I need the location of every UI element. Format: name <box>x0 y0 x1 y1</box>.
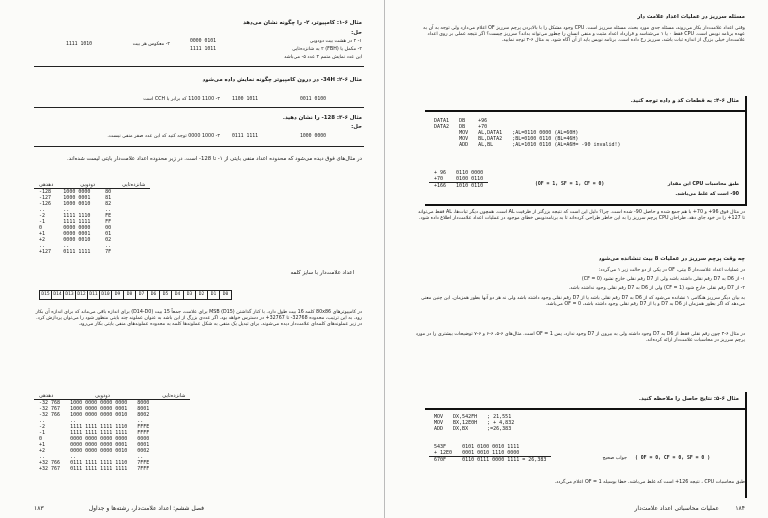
addend-hex: + 12E0 <box>429 450 457 457</box>
code-op: ADD <box>434 426 444 432</box>
example-6-1-line1: ۱- ۲ در هشت بیت دودویی <box>309 39 362 44</box>
table-row <box>429 176 488 183</box>
bit-cell: D1 <box>207 290 220 300</box>
cell-decimal: .. <box>39 243 46 249</box>
cell-decimal: -32 767 <box>39 406 61 412</box>
cell-hex: 8002 <box>137 412 150 418</box>
table-row <box>429 142 626 148</box>
cell-decimal: 0 <box>39 436 43 442</box>
example-6-4-title: مثال ۶-۴: به قطعات کد و داده توجه کنید. <box>630 98 739 104</box>
divider <box>34 66 364 67</box>
cell-hex: FF <box>105 219 112 225</box>
code-operand: BL,DATA2 <box>478 136 503 142</box>
bit-cell: D4 <box>171 290 184 300</box>
cell-binary: 0000 0010 <box>63 237 91 243</box>
cell-hex: 7FFE <box>137 460 150 466</box>
divider <box>34 146 364 147</box>
addend-decimal: + 96 <box>434 170 447 176</box>
code-block-6-4 <box>429 118 626 148</box>
example-6-1-line3: این عدد نمایش متمم ۲ عدد ۵- می‌باشد <box>284 55 362 60</box>
cell-decimal: -1 <box>39 430 46 436</box>
cell-binary: 0000 0001 <box>63 231 91 237</box>
addend-hex: 543F <box>434 444 447 450</box>
code-comment: ; + 4,832 <box>487 420 515 426</box>
example-6-1-line2: ۲- مکمل یا (FBH) ۲ به شانزده‌تایی <box>291 47 362 52</box>
bit-cell: D14 <box>51 290 64 300</box>
cell-hex: 80 <box>105 189 112 195</box>
page-number: ۱۸۳ <box>34 505 44 512</box>
bottom-note: طبق محاسبات CPU ، نتیجه 126+ است که غلط می‌باشد. خطا بوسیله 1 = OF اعلام می‌گردد. <box>554 480 745 485</box>
cell-hex: .. <box>105 243 112 249</box>
example-6-4-rule <box>425 110 745 112</box>
example-6-1-note: ۲- معکوس هر بیت <box>132 42 170 47</box>
cell-hex: .. <box>105 207 112 213</box>
code-operand: +70 <box>478 124 488 130</box>
cell-hex: FFFF <box>137 430 150 436</box>
cell-decimal: +2 <box>39 237 46 243</box>
column-header-hex: شانزده‌تایی <box>132 393 190 400</box>
cell-decimal: -2 <box>39 213 46 219</box>
bit-cell: D2 <box>195 290 208 300</box>
addition-6-5 <box>429 444 551 463</box>
code-comment: ;AL=0110 0000 (AL=60H) <box>512 130 579 136</box>
cell-decimal: +1 <box>39 231 46 237</box>
example-6-2-line3: ۳- 1100 1100 که برابر با CCH است <box>143 97 220 102</box>
note-6-4b: 90- است که غلط می‌باشد. <box>675 192 739 197</box>
divider <box>34 107 364 108</box>
code-label <box>429 142 454 148</box>
word-range-table <box>34 393 190 472</box>
note-6-4: طبق محاسبات CPU این مقدار <box>667 182 739 187</box>
page-footer: عملیات محاسباتی اعداد علامت‌دار <box>634 505 719 512</box>
cell-binary: 1000 0000 0000 0001 <box>70 406 128 412</box>
code-operand: BX,12E0H <box>453 420 478 426</box>
bit-cell: D13 <box>63 290 76 300</box>
bit-cell: D12 <box>75 290 88 300</box>
addend-binary: 0101 0100 0010 1111 <box>462 444 520 450</box>
page-footer: فصل ششم: اعداد علامت‌دار، رشته‌ها و جداول <box>88 505 204 512</box>
bit-cell: D9 <box>111 290 124 300</box>
example-6-1-solution: حل: <box>351 30 362 36</box>
word-paragraph: در کامپیوترهای 80x86 کلمه 16 بیت طول دارد. با کنار گذاشتن MSB (D15) برای علامت، جمعاً 15 بیت (D14-D0) برای اندازه باقی می‌ماند که برای اندازه آن بکار رود. به این ترتیب، محدوده 32768- تا 32767+ در دسترس خواهد بود. اگر عددی بزرگ از این باشد به عنوان عملوند چند بایتی منظور شود را می‌توان پردازش کرد. در زیر عملوندهای کلمه‌ای علامت‌دار دیده می‌شوند. برای تبدیل یک منفی به شکل عملوندها کلمه به محدوده عملوندهای منفی بایتی بکار می‌رود. <box>35 310 362 327</box>
cell-decimal: .. <box>39 207 46 213</box>
column-header-decimal: دهدهی <box>34 182 58 189</box>
cell-binary: 0000 0000 0000 0010 <box>70 448 128 454</box>
cell-hex: 0000 <box>137 436 150 442</box>
cell-hex: .. <box>137 418 144 424</box>
addend-binary: 0110 0111 0000 1111 = 26,383 <box>462 457 547 463</box>
cell-binary: 1000 0010 <box>63 201 91 207</box>
cell-decimal: +32 766 <box>39 460 61 466</box>
cell-binary: 1111 1111 1111 1110 <box>70 424 128 430</box>
explanation-paragraph: در مثال فوق 96+ و 70+ با هم جمع شده و حاصل 90- شده است. چرا؟ دلیل این است که نتیجه بزرگتر از ظرفیت AL است. همچون دیگر ثبات‌ها، AL فقط می‌تواند تا 127+ را در خود جای دهد. طراحان CPU پرچم سرریز را به این خاطر طراحی کرده‌اند تا به برنامه‌نویس خطای موجود در عملیات اعداد علامت‌دار اطلاع داده شود. <box>418 210 745 221</box>
cell-hex: .. <box>137 454 144 460</box>
bit-cell: D6 <box>147 290 160 300</box>
example-6-4-bar <box>745 96 747 206</box>
addition-6-4 <box>429 170 488 189</box>
cell-decimal: -128 <box>39 189 52 195</box>
cell-hex: 02 <box>105 237 112 243</box>
cell-binary: 1111 1111 <box>63 219 91 225</box>
addend-hex: 670F <box>434 457 447 463</box>
bit-cell: D8 <box>123 290 136 300</box>
column-header-binary: دودویی <box>65 393 132 400</box>
overflow-when-heading: چه وقت پرچم سرریز در عملیات 8 بیت تنشانده می‌شود <box>598 256 745 262</box>
example-6-5-rule <box>425 408 745 410</box>
example-6-3-value2: 0111 1111 <box>232 134 258 139</box>
cell-binary: 0000 0000 <box>63 225 91 231</box>
cell-decimal: -32 768 <box>39 400 61 406</box>
right-page <box>384 0 768 518</box>
cell-binary: 0000 0000 0000 0000 <box>70 436 128 442</box>
cell-decimal: 0 <box>39 225 43 231</box>
example-6-3-line3: ۳- 1000 0000 توجه کنید که این عدد صفر منفی نیست. <box>107 134 220 139</box>
bit-cell: D15 <box>39 290 52 300</box>
byte-range-table <box>34 182 150 255</box>
example-6-4-rule-bottom <box>425 204 745 206</box>
rule-3: به بیان دیگر سرریز هنگامی ۱ نشانده می‌شود که از D6 به D7 رقم نقلی باشد یا از D7 رقم نقلی وجود داشته باشد ولی نه هر دو آنها بطور همزمان. این چنین معنی می‌دهد که اگر بطور همزمان از D6 به D7 و یا از D7 رقم نقلی وجود داشته باشد، OF = 0 می‌باشد. <box>420 296 745 307</box>
flags-6-5: ( OF = 0, CF = 0, SF = 0 ) <box>635 456 711 461</box>
example-6-2-value2: 1100 1011 <box>232 97 258 102</box>
example-6-1-title: مثال ۶-۱: کامپیوتر، ۲- را چگونه نشان می‌دهد <box>243 20 362 26</box>
column-header-decimal: دهدهی <box>34 393 65 400</box>
rule-0: در عملیات اعداد علامت‌دار 8 بیتی، OF در یکی از دو حالت زیر ۱ می‌گردد: <box>598 268 745 273</box>
table-row <box>429 457 551 464</box>
cell-hex: 0002 <box>137 448 150 454</box>
cell-hex: 00 <box>105 225 112 231</box>
example-6-5-title: مثال ۶-۵: نتایج حاصل را ملاحظه کنید. <box>638 396 739 402</box>
word-heading: اعداد علامت‌دار با سایز کلمه <box>290 270 354 276</box>
cell-hex: 8001 <box>137 406 150 412</box>
cell-decimal: -2 <box>39 424 46 430</box>
table-row <box>429 426 519 432</box>
code-operand: DX,542FH <box>453 414 478 420</box>
overflow-paragraph: وقتی اعداد علامت‌دار بکار می‌روند، مسئله جدی مورد بحث، مسئله سرریز است. CPU وجود مشکل را با بالابردن پرچم سرریز OF اعلام می‌دارد ولی توجه به آن به عهده برنامه نویس است. CPU فقط ۰ یا ۱ می‌شناسد و قرارداد اعداد مثبت و منفی انسان را چطور می‌تواند بداند؟ سرریز چیست؟ اگر نتیجه عملی بر روی اعداد علامت‌دار خیلی بزرگ از اندازه ثبات باشد، سرریز رخ داده است. برنامه نویس باید از آن آگاه شود. به مثال ۶-۴ توجه نمایید. <box>423 26 745 43</box>
cell-decimal: +32 767 <box>39 466 61 472</box>
flags-6-4: (OF = 1, SF = 1, CF = 0) <box>535 182 605 187</box>
rule-4: در مثال ۶-۴ چون رقم نقلی فقط از D6 به D7 وجود داشته ولی به بیرون از D7 وجود ندارد، پس OF = 1 است. مثال‌های ۶-۵، ۶-۶ و ۶-۷ توضیحات بیشتری را در مورد پرچم سرریز در محاسبات علامت‌دار ارائه کرده‌اند. <box>415 332 745 343</box>
cell-binary: 0000 0000 0000 0001 <box>70 442 128 448</box>
cell-hex: 8000 <box>137 400 150 406</box>
example-6-5-bar <box>745 392 747 498</box>
bit-cell: D11 <box>87 290 100 300</box>
cell-decimal: +1 <box>39 442 46 448</box>
cell-decimal: .. <box>39 454 46 460</box>
correct-answer-label: جواب صحیح <box>602 456 627 461</box>
example-6-1-value1: 0000 0101 <box>190 39 216 44</box>
cell-decimal: -126 <box>39 201 52 207</box>
bit-cell: D0 <box>219 290 232 300</box>
cell-hex: 7F <box>105 249 112 255</box>
example-6-3-title: مثال ۶-۳: 128- را نشان دهید. <box>282 115 362 121</box>
cell-decimal: -127 <box>39 195 52 201</box>
cell-hex: 01 <box>105 231 112 237</box>
page-number: ۱۸۴ <box>735 505 745 512</box>
addend-decimal: +166 <box>434 183 447 189</box>
example-6-1-value3: 1111 1010 <box>66 42 92 47</box>
section-heading: مسئله سرریز در عملیات اعداد علامت دار <box>637 14 745 20</box>
code-comment: ;AL=1010 0110 (AL=A6H= -90 invalid!) <box>512 142 621 148</box>
cell-binary: .. <box>63 207 70 213</box>
column-header-hex: شانزده‌تایی <box>100 182 150 189</box>
cell-hex: FFFE <box>137 424 150 430</box>
code-operand: DX,BX <box>453 426 469 432</box>
addend-binary: 0110 0000 <box>456 170 484 176</box>
code-comment: ; 21,551 <box>487 414 512 420</box>
example-6-3-value1: 1000 0000 <box>300 134 326 139</box>
rule-1: ۱- از D6 به D7 رقم نقلی داشته باشد ولی از D7 رقم نقلی خارج نشود (CF = 0) <box>581 277 745 282</box>
cell-hex: 81 <box>105 195 112 201</box>
code-comment: ;=26,383 <box>487 426 512 432</box>
addend-decimal: +70 <box>429 176 451 183</box>
example-6-3-solution: حل: <box>351 124 362 130</box>
addend-binary: 1010 0110 <box>456 183 484 189</box>
intro-paragraph: در مثال‌های فوق دیده می‌شود که محدوده اعداد منفی بایتی از ۱- تا 128- است. در زیر محدوده اعداد علامت‌دار بایتی لیست شده‌اند. <box>67 156 362 162</box>
bit-cell: D10 <box>99 290 112 300</box>
example-6-2-title: مثال ۶-۲: 34H- در درون کامپیوتر چگونه نمایش داده می‌شود <box>202 77 362 83</box>
code-op: MOV <box>459 130 469 136</box>
cell-binary: 1111 1110 <box>63 213 91 219</box>
code-operand: AL,BL <box>478 142 494 148</box>
cell-decimal: +2 <box>39 448 46 454</box>
code-op: DB <box>459 124 466 130</box>
cell-binary: .. <box>63 243 70 249</box>
cell-binary: 1000 0000 0000 0010 <box>70 412 128 418</box>
code-label: DATA1 <box>434 118 450 124</box>
table-row <box>429 183 488 190</box>
table-row <box>34 466 190 472</box>
code-op: MOV <box>459 136 469 142</box>
code-op: MOV <box>434 420 444 426</box>
cell-binary: .. <box>70 418 77 424</box>
cell-hex: FE <box>105 213 112 219</box>
cell-binary: 1111 1111 1111 1111 <box>70 430 128 436</box>
example-6-1-value2: 1111 1011 <box>190 47 216 52</box>
code-op: DB <box>459 118 466 124</box>
cell-hex: 82 <box>105 201 112 207</box>
bit-cell: D5 <box>159 290 172 300</box>
rule-2: ۲- از D7 رقم نقلی خارج شود (CF = 1) ولی از D6 به D7 رقم نقلی وجود نداشته باشد. <box>568 286 745 291</box>
code-operand: +96 <box>478 118 488 124</box>
bit-cell: D7 <box>135 290 148 300</box>
cell-decimal: -32 766 <box>39 412 61 418</box>
cell-binary: 0111 1111 1111 1110 <box>70 460 128 466</box>
cell-binary: 0111 1111 1111 1111 <box>70 466 128 472</box>
cell-decimal: .. <box>39 418 46 424</box>
addend-binary: 0001 0010 1110 0000 <box>457 450 551 457</box>
code-operand: AL,DATA1 <box>478 130 503 136</box>
cell-hex: 0001 <box>137 442 150 448</box>
cell-decimal: -1 <box>39 219 46 225</box>
example-6-2-value1: 0011 0100 <box>300 97 326 102</box>
column-header-binary: دودویی <box>58 182 100 189</box>
cell-hex: 7FFF <box>137 466 150 472</box>
word-bit-layout <box>40 290 232 300</box>
code-op: ADD <box>459 142 469 148</box>
cell-binary: .. <box>70 454 77 460</box>
code-comment: ;BL=0100 0110 (BL=46H) <box>512 136 579 142</box>
code-op: MOV <box>434 414 444 420</box>
cell-binary: 1000 0000 0000 0000 <box>70 400 128 406</box>
cell-binary: 1000 0000 <box>63 189 91 195</box>
bit-cell: D3 <box>183 290 196 300</box>
cell-decimal: +127 <box>39 249 52 255</box>
table-header-row <box>34 182 150 189</box>
code-label: DATA2 <box>434 124 450 130</box>
table-row <box>34 249 150 255</box>
code-block-6-5 <box>429 414 519 432</box>
cell-binary: 1000 0001 <box>63 195 91 201</box>
cell-binary: 0111 1111 <box>63 249 91 255</box>
addend-binary: 0100 0110 <box>451 176 488 183</box>
